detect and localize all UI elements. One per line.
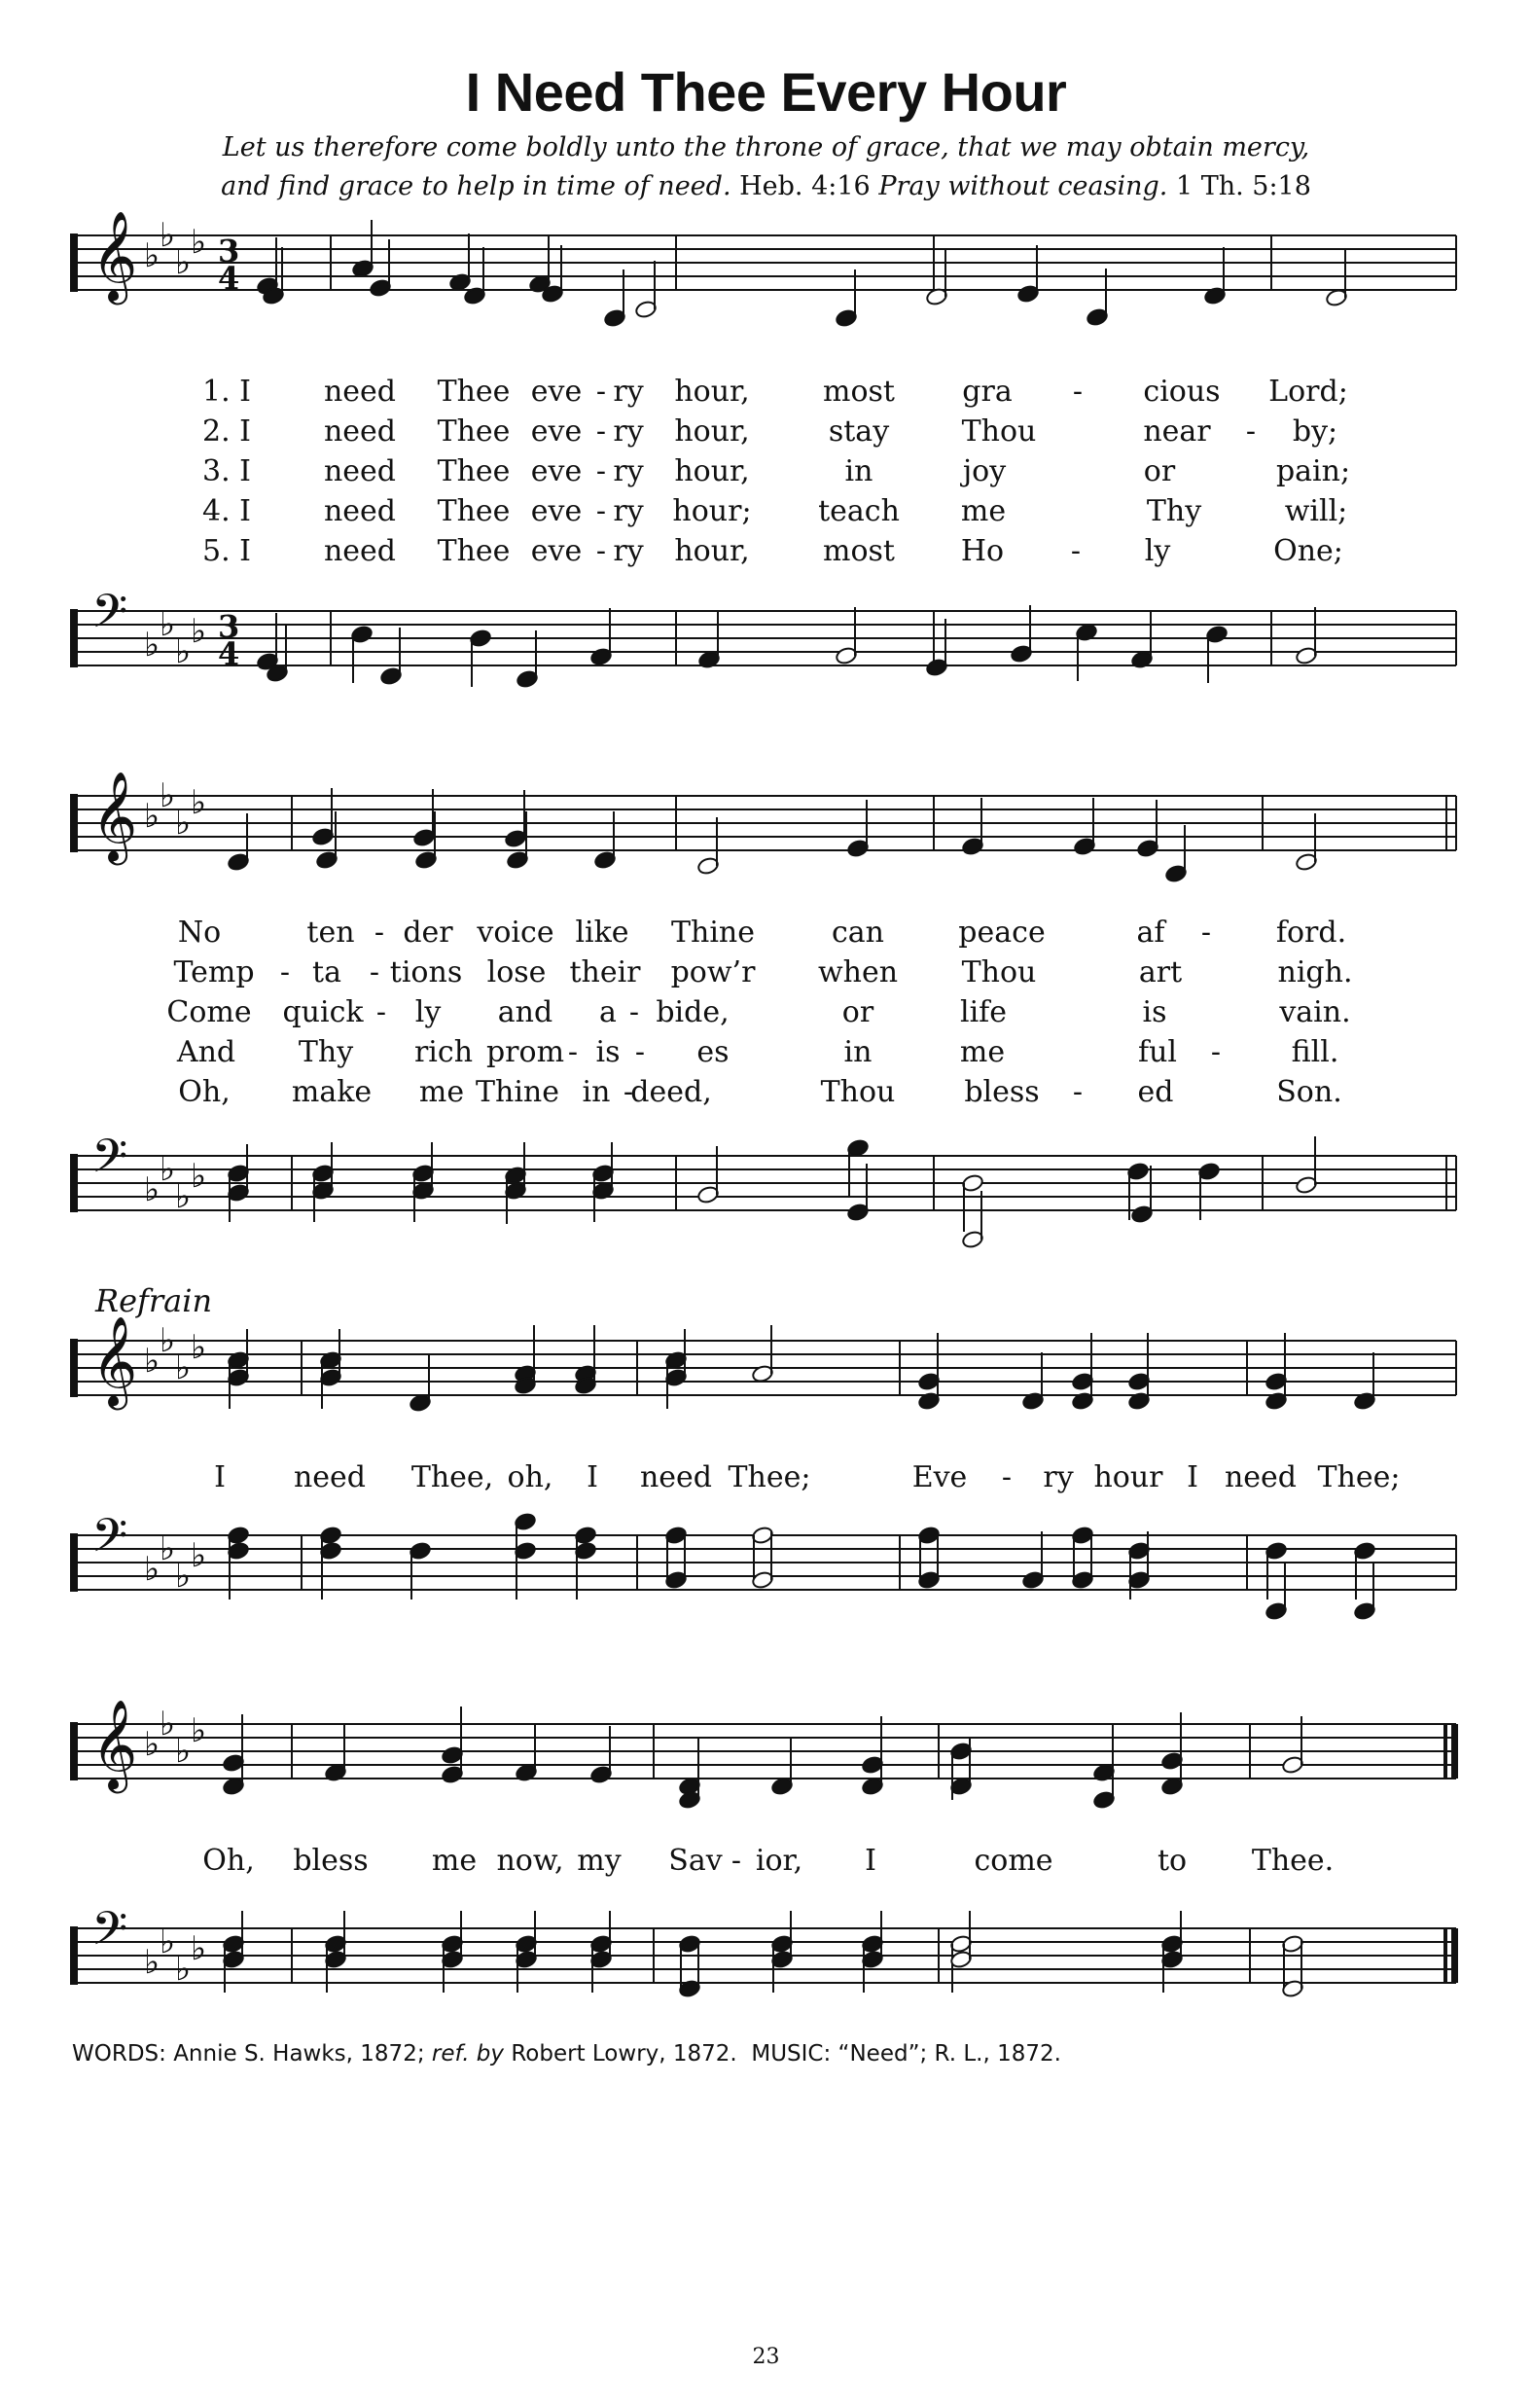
lyric-v4-l1: -	[595, 494, 607, 528]
lyric-v3-l2: -	[628, 995, 640, 1029]
lyric-v1-l2: voice	[477, 916, 554, 950]
flat-icon: ♭	[144, 1943, 160, 1982]
refrain-label: Refrain	[95, 1282, 213, 1319]
lyric-refrain-l2: ior,	[755, 1844, 803, 1878]
lyric-v4-l1: teach	[818, 494, 900, 528]
credits-music-text: “Need”; R. L., 1872.	[837, 2041, 1061, 2067]
treble-clef-icon: 𝄞	[91, 1315, 138, 1406]
flat-icon: ♭	[160, 216, 176, 255]
lyric-v3-l2: quick	[282, 995, 364, 1029]
flat-icon: ♭	[144, 1725, 160, 1764]
lyric-v5-l1: ly	[1144, 534, 1171, 568]
lyric-v4-l2: -	[634, 1035, 646, 1069]
lyric-v4-l1: Thee	[437, 494, 511, 528]
lyric-v1-l2: ford.	[1275, 916, 1347, 950]
lyric-v5-l2: Thou	[820, 1075, 896, 1109]
lyric-v4-l2: in	[843, 1035, 873, 1069]
bass-clef-icon: 𝄢	[91, 1901, 128, 1967]
flat-icon: ♭	[175, 1732, 192, 1771]
lyric-v4-l2: me	[959, 1035, 1006, 1069]
lyric-v4-l2: rich	[413, 1035, 474, 1069]
lyric-v3-l1: or	[1143, 454, 1176, 488]
lyric-v2-l1: Thou	[961, 414, 1037, 449]
lyric-refrain-l1: Thee,	[410, 1460, 494, 1494]
lyric-v3-l1: -	[595, 454, 607, 488]
lyric-v3-l1: joy	[962, 454, 1007, 488]
epigraph-reference-1: Heb. 4:16	[739, 171, 871, 201]
flat-icon: ♭	[144, 797, 160, 836]
lyric-refrain-l2: -	[730, 1844, 742, 1878]
lyric-v3-l1: 3. I	[201, 454, 252, 488]
lyric-v4-l2: es	[696, 1035, 730, 1069]
lyric-v2-l1: Thee	[437, 414, 511, 449]
lyric-v5-l2: -	[1072, 1075, 1084, 1109]
lyric-v3-l1: ry	[613, 454, 644, 488]
lyric-v1-l2: No	[177, 916, 222, 950]
lyric-refrain-l1: oh,	[507, 1460, 553, 1494]
lyric-v1-l2: af	[1136, 916, 1165, 950]
lyric-v3-l1: in	[844, 454, 873, 488]
flat-icon: ♭	[160, 776, 176, 815]
lyric-v2-l1: eve	[530, 414, 583, 449]
lyric-v5-l2: -	[623, 1075, 634, 1109]
lyric-v2-l1: ry	[613, 414, 644, 449]
lyric-v2-l1: hour,	[674, 414, 750, 449]
lyric-v2-l2: ta	[312, 955, 341, 989]
flat-icon: ♭	[175, 632, 192, 671]
lyric-v1-l2: ten	[306, 916, 355, 950]
lyric-v3-l1: eve	[530, 454, 583, 488]
lyric-v3-l2: -	[375, 995, 387, 1029]
flat-icon: ♭	[160, 1923, 176, 1961]
lyric-v3-l1: hour,	[674, 454, 750, 488]
flat-icon: ♭	[144, 626, 160, 665]
flat-icon: ♭	[144, 1342, 160, 1381]
lyric-v4-l1: ry	[613, 494, 644, 528]
lyric-v2-l2: art	[1138, 955, 1183, 989]
lyric-v1-l2: der	[403, 916, 453, 950]
lyric-v2-l1: near	[1143, 414, 1211, 449]
lyric-v2-l2: -	[369, 955, 380, 989]
lyric-v1-l1: hour,	[674, 375, 750, 409]
flat-icon: ♭	[175, 804, 192, 843]
page-title: I Need Thee Every Hour	[465, 61, 1067, 123]
lyric-v2-l2: tions	[389, 955, 463, 989]
lyric-v1-l1: ry	[613, 375, 644, 409]
credits-ref-label: ref. by	[431, 2041, 505, 2067]
lyric-v2-l2: when	[817, 955, 899, 989]
lyric-v4-l2: fill.	[1291, 1035, 1339, 1069]
lyric-v4-l2: And	[176, 1035, 236, 1069]
lyric-v5-l1: -	[1070, 534, 1082, 568]
lyric-refrain-l2: to	[1157, 1844, 1188, 1878]
lyric-v4-l1: hour;	[672, 494, 752, 528]
lyric-v1-l1: Lord;	[1268, 375, 1348, 409]
final-barline-thick	[1451, 1724, 1458, 1779]
lyric-v5-l1: -	[595, 534, 607, 568]
treble-clef-icon: 𝄞	[91, 771, 138, 861]
flat-icon: ♭	[191, 1711, 207, 1750]
flat-icon: ♭	[144, 1170, 160, 1209]
lyric-v4-l1: need	[323, 494, 397, 528]
lyric-v1-l1: Thee	[437, 375, 511, 409]
lyric-v1-l1: cious	[1143, 375, 1221, 409]
lyric-refrain-l1: need	[1224, 1460, 1298, 1494]
time-signature-top: 3	[218, 608, 240, 645]
lyric-v2-l1: -	[595, 414, 607, 449]
lyric-v1-l1: gra	[962, 375, 1013, 409]
flat-icon: ♭	[160, 1150, 176, 1189]
lyric-refrain-l2: bless	[293, 1844, 369, 1878]
lyric-v5-l1: One;	[1273, 534, 1343, 568]
lyric-v3-l1: need	[323, 454, 397, 488]
lyric-refrain-l1: I	[587, 1460, 598, 1494]
lyric-v5-l2: me	[418, 1075, 465, 1109]
lyric-refrain-l1: need	[639, 1460, 713, 1494]
lyric-refrain-l1: need	[293, 1460, 367, 1494]
lyric-v5-l1: eve	[530, 534, 583, 568]
bass-clef-icon: 𝄢	[91, 1508, 128, 1574]
lyric-v1-l2: can	[831, 916, 885, 950]
flat-icon: ♭	[175, 243, 192, 282]
lyric-v2-l1: 2. I	[201, 414, 252, 449]
lyric-v1-l2: -	[1200, 916, 1212, 950]
flat-icon: ♭	[175, 1950, 192, 1989]
flat-icon: ♭	[191, 1157, 207, 1196]
lyric-v4-l2: -	[567, 1035, 579, 1069]
system-bracket	[70, 1926, 78, 1985]
lyric-refrain-l1: ry	[1043, 1460, 1074, 1494]
lyric-v4-l2: -	[1210, 1035, 1222, 1069]
lyric-refrain-l1: Thee;	[728, 1460, 811, 1494]
lyric-v5-l2: make	[291, 1075, 373, 1109]
lyric-v1-l1: -	[595, 375, 607, 409]
flat-icon: ♭	[160, 1321, 176, 1360]
lyric-v2-l2: Temp	[173, 955, 255, 989]
lyric-v5-l2: deed,	[630, 1075, 712, 1109]
bass-staff	[70, 1901, 1458, 1989]
lyric-refrain-l1: Thee;	[1317, 1460, 1401, 1494]
time-signature-bottom: 4	[218, 635, 240, 672]
epigraph-reference-2: 1 Th. 5:18	[1175, 171, 1311, 201]
credits-words-author: Annie S. Hawks, 1872;	[173, 2041, 425, 2067]
lyric-v2-l1: -	[1245, 414, 1257, 449]
notes-bass	[222, 1911, 1304, 1998]
lyric-v1-l2: -	[374, 916, 385, 950]
lyric-v5-l1: 5. I	[201, 534, 252, 568]
lyric-v1-l2: Thine	[670, 916, 756, 950]
system-bracket	[70, 1722, 78, 1780]
time-signature-bottom: 4	[218, 260, 240, 297]
credits-words-label: WORDS:	[72, 2041, 166, 2067]
lyric-v2-l1: stay	[828, 414, 890, 449]
lyric-v3-l2: is	[1142, 995, 1167, 1029]
lyric-v5-l2: Son.	[1276, 1075, 1342, 1109]
lyric-v3-l2: vain.	[1279, 995, 1351, 1029]
lyric-v3-l2: bide,	[656, 995, 730, 1029]
treble-clef-icon: 𝄞	[91, 1699, 138, 1789]
lyric-v2-l1: by;	[1292, 414, 1338, 449]
bass-clef-icon: 𝄢	[91, 1129, 128, 1195]
lyric-refrain-l2: Thee.	[1251, 1844, 1335, 1878]
notes-treble	[222, 1707, 1304, 1810]
lyric-v4-l1: Thy	[1146, 494, 1202, 528]
flat-icon: ♭	[191, 223, 207, 262]
flat-icon: ♭	[191, 1929, 207, 1968]
time-signature-top: 3	[218, 233, 240, 270]
bass-clef-icon: 𝄢	[91, 584, 128, 650]
epigraph-scripture-text-3: Pray without ceasing.	[878, 171, 1168, 201]
lyric-v3-l2: or	[841, 995, 874, 1029]
lyric-v4-l2: prom	[485, 1035, 565, 1069]
lyric-v1-l1: most	[823, 375, 895, 409]
treble-clef-icon: 𝄞	[91, 210, 138, 301]
flat-icon: ♭	[191, 1536, 207, 1575]
treble-staff	[70, 1699, 1458, 1793]
credits-line	[72, 2041, 1061, 2067]
lyric-v1-l2: peace	[958, 916, 1046, 950]
lyric-v4-l2: is	[595, 1035, 621, 1069]
lyric-v1-l1: eve	[530, 375, 583, 409]
lyric-v2-l1: need	[323, 414, 397, 449]
flat-icon: ♭	[160, 605, 176, 644]
lyric-v3-l1: pain;	[1275, 454, 1351, 488]
lyric-v1-l2: like	[575, 916, 629, 950]
flat-icon: ♭	[175, 1557, 192, 1596]
lyric-v5-l2: Oh,	[178, 1075, 231, 1109]
flat-icon: ♭	[144, 1550, 160, 1589]
lyric-v3-l2: ly	[414, 995, 442, 1029]
lyric-v2-l2: -	[279, 955, 291, 989]
flat-icon: ♭	[175, 1177, 192, 1216]
epigraph-scripture-text-2: and find grace to help in time of need.	[221, 171, 731, 201]
lyric-refrain-l1: I	[1187, 1460, 1198, 1494]
lyric-v5-l1: need	[323, 534, 397, 568]
lyric-v5-l1: Ho	[960, 534, 1005, 568]
lyric-v4-l1: will;	[1284, 494, 1348, 528]
flat-icon: ♭	[191, 783, 207, 822]
credits-ref-author: Robert Lowry, 1872.	[511, 2041, 737, 2067]
lyric-v5-l2: in	[582, 1075, 611, 1109]
lyric-refrain-l1: -	[1001, 1460, 1013, 1494]
lyric-v2-l2: Thou	[961, 955, 1037, 989]
lyric-v4-l1: 4. I	[201, 494, 252, 528]
lyric-v3-l2: a	[599, 995, 617, 1029]
lyric-v5-l1: most	[823, 534, 895, 568]
lyric-v3-l2: and	[497, 995, 553, 1029]
credits-music-label: MUSIC:	[751, 2041, 832, 2067]
lyric-v5-l1: hour,	[674, 534, 750, 568]
final-barline-thick	[1451, 1928, 1458, 1983]
lyric-refrain-l2: Sav	[668, 1844, 723, 1878]
flat-icon: ♭	[160, 1705, 176, 1743]
lyric-v5-l2: ed	[1137, 1075, 1174, 1109]
lyric-refrain-l1: hour	[1093, 1460, 1163, 1494]
lyric-v2-l2: nigh.	[1277, 955, 1353, 989]
flat-icon: ♭	[160, 1529, 176, 1568]
flat-icon: ♭	[191, 612, 207, 651]
lyric-refrain-l2: come	[974, 1844, 1053, 1878]
lyric-refrain-l2: Oh,	[202, 1844, 255, 1878]
flat-icon: ♭	[144, 236, 160, 275]
epigraph-scripture-text: Let us therefore come boldly unto the throne of grace, that we may obtain mercy,	[222, 132, 1310, 162]
page-number: 23	[752, 2345, 780, 2369]
lyric-refrain-l2: my	[577, 1844, 622, 1878]
lyric-v1-l1: 1. I	[201, 375, 252, 409]
lyric-v5-l1: Thee	[437, 534, 511, 568]
lyric-v3-l2: Come	[166, 995, 252, 1029]
lyric-v4-l1: me	[960, 494, 1007, 528]
lyric-v2-l2: lose	[486, 955, 547, 989]
flat-icon: ♭	[191, 1328, 207, 1367]
lyric-v1-l1: -	[1072, 375, 1084, 409]
lyric-v2-l2: pow’r	[670, 955, 756, 989]
lyric-v2-l2: their	[569, 955, 641, 989]
lyric-v5-l2: bless	[964, 1075, 1040, 1109]
lyric-refrain-l2: me	[431, 1844, 478, 1878]
lyric-refrain-l2: now,	[496, 1844, 564, 1878]
lyric-v3-l2: life	[959, 995, 1008, 1029]
lyric-v4-l2: Thy	[298, 1035, 354, 1069]
lyric-v5-l2: Thine	[475, 1075, 560, 1109]
lyric-refrain-l1: I	[214, 1460, 226, 1494]
lyric-refrain-l2: I	[865, 1844, 876, 1878]
lyric-v4-l1: eve	[530, 494, 583, 528]
lyric-v3-l1: Thee	[437, 454, 511, 488]
flat-icon: ♭	[175, 1348, 192, 1387]
lyric-refrain-l1: Eve	[911, 1460, 968, 1494]
lyric-v4-l2: ful	[1137, 1035, 1178, 1069]
lyric-v1-l1: need	[323, 375, 397, 409]
lyric-v5-l1: ry	[613, 534, 644, 568]
